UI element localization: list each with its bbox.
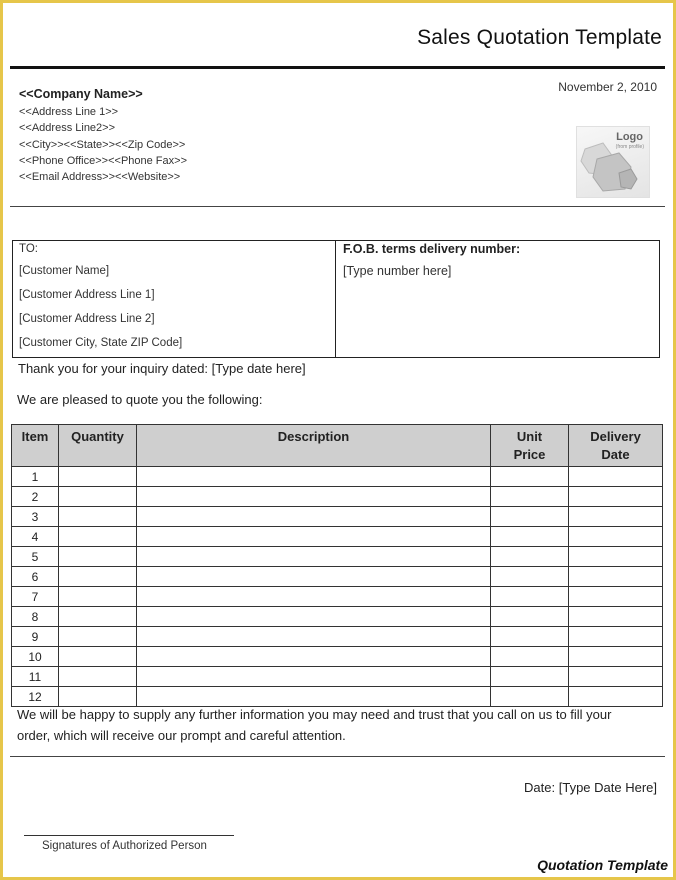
header-divider: [10, 66, 665, 69]
unit-price-cell[interactable]: [491, 487, 569, 507]
quantity-cell[interactable]: [59, 687, 137, 707]
logo-placeholder[interactable]: [576, 126, 650, 198]
item-number-cell: 11: [12, 667, 59, 687]
description-cell[interactable]: [137, 547, 491, 567]
logo-sublabel: (from profile): [615, 144, 644, 150]
unit-price-cell[interactable]: [491, 467, 569, 487]
quantity-cell[interactable]: [59, 647, 137, 667]
customer-address-line-2-field[interactable]: [Customer Address Line 2]: [19, 313, 155, 325]
description-cell[interactable]: [137, 567, 491, 587]
item-number-cell: 6: [12, 567, 59, 587]
delivery-date-cell[interactable]: [569, 647, 663, 667]
unit-price-cell[interactable]: [491, 567, 569, 587]
quantity-cell[interactable]: [59, 607, 137, 627]
delivery-date-cell[interactable]: [569, 507, 663, 527]
inquiry-text[interactable]: Thank you for your inquiry dated: [Type date here]: [18, 361, 306, 376]
unit-price-cell[interactable]: [491, 687, 569, 707]
company-city-state-zip[interactable]: <<City>><<State>><<Zip Code>>: [19, 139, 186, 151]
description-cell[interactable]: [137, 467, 491, 487]
fob-label: F.O.B. terms delivery number:: [343, 242, 521, 256]
delivery-date-cell[interactable]: [569, 487, 663, 507]
signature-label: Signatures of Authorized Person: [42, 840, 207, 852]
column-header-delivery-date: [569, 425, 663, 467]
delivery-date-cell[interactable]: [569, 467, 663, 487]
unit-price-cell[interactable]: [491, 627, 569, 647]
quantity-cell[interactable]: [59, 547, 137, 567]
quantity-cell[interactable]: [59, 507, 137, 527]
delivery-date-cell[interactable]: [569, 687, 663, 707]
quantity-cell[interactable]: [59, 527, 137, 547]
table-header-row: [12, 425, 663, 467]
description-cell[interactable]: [137, 607, 491, 627]
quotation-items-table: [11, 424, 663, 707]
delivery-date-cell[interactable]: [569, 567, 663, 587]
table-row: [12, 507, 663, 527]
item-number-cell: 3: [12, 507, 59, 527]
company-email-website[interactable]: <<Email Address>><<Website>>: [19, 171, 181, 183]
description-cell[interactable]: [137, 647, 491, 667]
customer-address-line-1-field[interactable]: [Customer Address Line 1]: [19, 289, 155, 301]
table-row: [12, 527, 663, 547]
item-number-cell: 1: [12, 467, 59, 487]
delivery-date-cell[interactable]: [569, 587, 663, 607]
footer-title: Quotation Template: [537, 857, 668, 873]
table-row: [12, 627, 663, 647]
column-header-description: Description: [137, 425, 491, 467]
unit-price-cell[interactable]: [491, 507, 569, 527]
signature-date-field[interactable]: Date: [Type Date Here]: [524, 780, 657, 795]
item-number-cell: 5: [12, 547, 59, 567]
customer-fob-divider: [335, 240, 336, 358]
description-cell[interactable]: [137, 687, 491, 707]
closing-divider: [10, 756, 665, 757]
table-row: [12, 647, 663, 667]
quantity-cell[interactable]: [59, 487, 137, 507]
table-row: [12, 607, 663, 627]
table-row: [12, 687, 663, 707]
delivery-date-cell[interactable]: [569, 547, 663, 567]
delivery-date-cell[interactable]: [569, 607, 663, 627]
column-header-unit-price: [491, 425, 569, 467]
signature-line[interactable]: [24, 835, 234, 836]
quantity-cell[interactable]: [59, 667, 137, 687]
customer-city-state-zip-field[interactable]: [Customer City, State ZIP Code]: [19, 337, 183, 349]
item-number-cell: 4: [12, 527, 59, 547]
item-number-cell: 7: [12, 587, 59, 607]
quote-intro-text: We are pleased to quote you the following:: [17, 392, 263, 407]
item-number-cell: 2: [12, 487, 59, 507]
description-cell[interactable]: [137, 487, 491, 507]
unit-price-cell[interactable]: [491, 527, 569, 547]
unit-price-cell[interactable]: [491, 547, 569, 567]
delivery-date-label: Delivery Date: [590, 429, 641, 462]
description-cell[interactable]: [137, 587, 491, 607]
address-divider: [10, 206, 665, 207]
fob-number-field[interactable]: [Type number here]: [343, 264, 452, 278]
item-number-cell: 10: [12, 647, 59, 667]
table-row: [12, 487, 663, 507]
company-name[interactable]: <<Company Name>>: [19, 87, 143, 101]
closing-text-line-2: order, which will receive our prompt and careful attention.: [17, 728, 346, 743]
column-header-quantity: Quantity: [59, 425, 137, 467]
company-address-line-1[interactable]: <<Address Line 1>>: [19, 106, 119, 118]
unit-price-label: Unit Price: [513, 429, 546, 462]
closing-text-line-1: We will be happy to supply any further information you may need and trust that you call on us to fill your: [17, 707, 612, 722]
table-row: [12, 467, 663, 487]
logo-label: Logo: [616, 131, 643, 143]
description-cell[interactable]: [137, 627, 491, 647]
table-row: [12, 667, 663, 687]
quantity-cell[interactable]: [59, 467, 137, 487]
unit-price-cell[interactable]: [491, 647, 569, 667]
page-title: Sales Quotation Template: [417, 26, 662, 49]
column-header-item: Item: [12, 425, 59, 467]
delivery-date-cell[interactable]: [569, 667, 663, 687]
unit-price-cell[interactable]: [491, 607, 569, 627]
description-cell[interactable]: [137, 667, 491, 687]
description-cell[interactable]: [137, 527, 491, 547]
item-number-cell: 12: [12, 687, 59, 707]
delivery-date-cell[interactable]: [569, 527, 663, 547]
company-phone[interactable]: <<Phone Office>><<Phone Fax>>: [19, 155, 187, 167]
description-cell[interactable]: [137, 507, 491, 527]
quantity-cell[interactable]: [59, 587, 137, 607]
company-address-line-2[interactable]: <<Address Line2>>: [19, 122, 116, 134]
delivery-date-cell[interactable]: [569, 627, 663, 647]
table-row: [12, 587, 663, 607]
item-number-cell: 9: [12, 627, 59, 647]
table-row: [12, 547, 663, 567]
quote-date[interactable]: November 2, 2010: [558, 80, 657, 94]
to-label: TO:: [19, 243, 38, 255]
unit-price-cell[interactable]: [491, 587, 569, 607]
item-number-cell: 8: [12, 607, 59, 627]
unit-price-cell[interactable]: [491, 667, 569, 687]
table-row: [12, 567, 663, 587]
quantity-cell[interactable]: [59, 627, 137, 647]
customer-name-field[interactable]: [Customer Name]: [19, 265, 110, 277]
quantity-cell[interactable]: [59, 567, 137, 587]
